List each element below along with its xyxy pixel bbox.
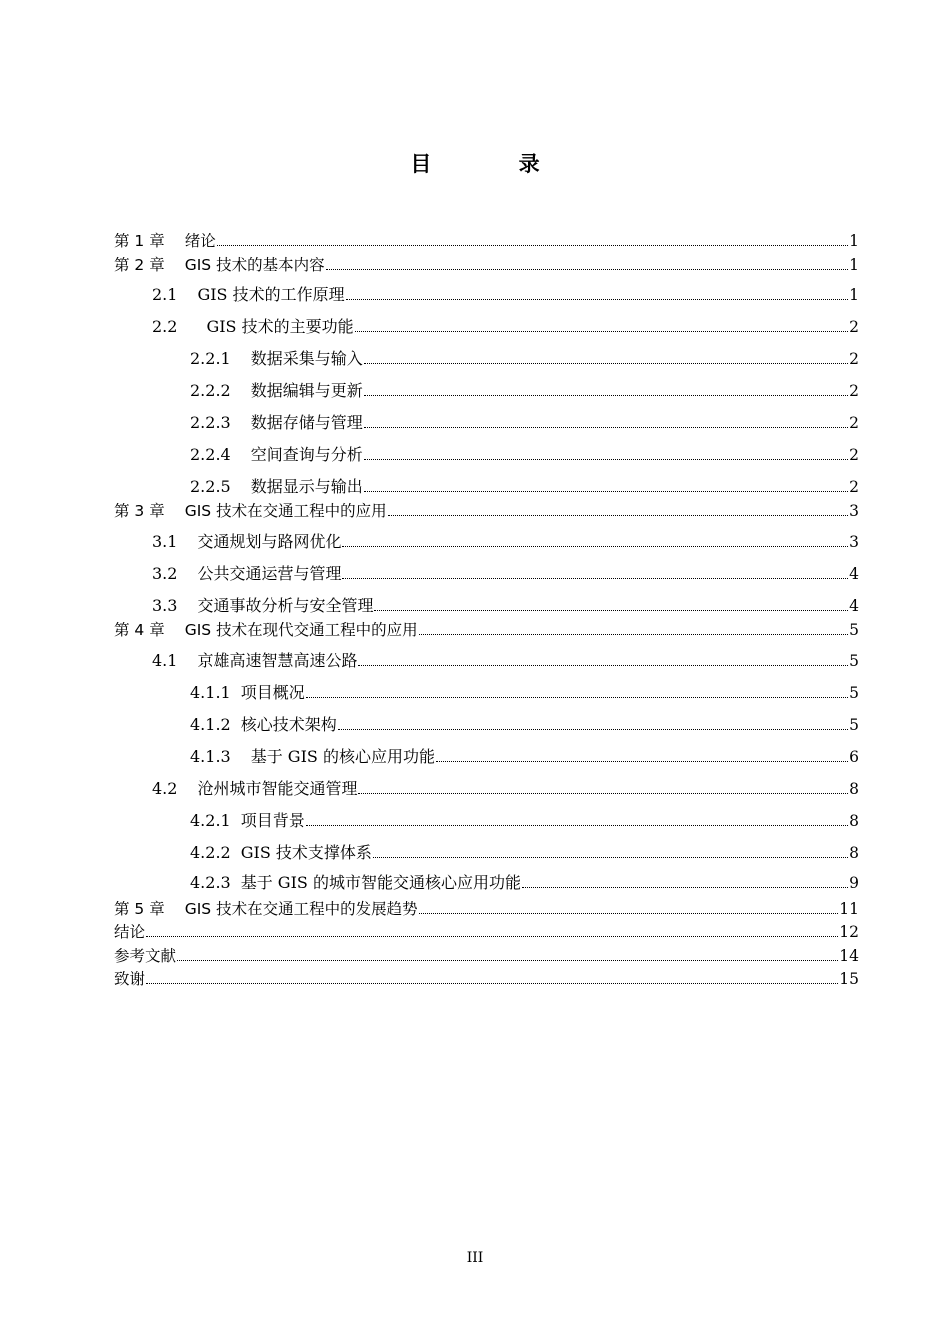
toc-entry-number: 4.1.3 (190, 747, 231, 766)
toc-dot-leader (373, 856, 848, 858)
toc-entry[interactable] (0, 285, 950, 305)
toc-dot-leader (342, 577, 848, 579)
toc-dot-leader (217, 244, 848, 246)
toc-dot-leader (419, 912, 839, 914)
toc-entry-page: 11 (839, 900, 859, 918)
toc-entry-title: GIS 技术在交通工程中的发展趋势 (184, 900, 418, 918)
toc-entry-title: 致谢 (114, 970, 146, 988)
toc-entry[interactable] (0, 501, 950, 521)
toc-dot-leader (306, 696, 848, 698)
toc-entry-page: 2 (849, 478, 859, 496)
toc-entry-page: 2 (849, 382, 859, 400)
toc-entry-page: 5 (849, 621, 859, 639)
toc-entry-title: 绪论 (184, 232, 216, 250)
toc-dot-leader (364, 490, 848, 492)
toc-entry-number: 2.2 (152, 317, 178, 336)
toc-entry-title: GIS 技术支撑体系 (240, 843, 372, 862)
page-number: III (466, 1250, 484, 1266)
toc-entry-title: GIS 技术在现代交通工程中的应用 (184, 621, 418, 639)
toc-dot-leader (364, 426, 848, 428)
toc-entry-title: 基于 GIS 的核心应用功能 (250, 747, 435, 766)
toc-entry-number: 4.2.2 (190, 843, 231, 862)
toc-entry[interactable] (0, 532, 950, 552)
toc-entry[interactable] (0, 779, 950, 799)
toc-entry-title: 项目概况 (240, 683, 305, 702)
toc-entry[interactable] (0, 899, 950, 919)
toc-entry[interactable] (0, 381, 950, 401)
toc-entry-page: 15 (839, 970, 859, 988)
toc-entry-number: 第 4 章 (114, 621, 165, 639)
toc-entry-page: 5 (849, 684, 859, 702)
toc-entry-number: 4.1.1 (190, 683, 231, 702)
toc-entry[interactable] (0, 969, 950, 989)
toc-entry-page: 9 (849, 874, 859, 892)
toc-entry[interactable] (0, 413, 950, 433)
toc-entry-number: 2.2.3 (190, 413, 231, 432)
toc-entry-page: 1 (849, 232, 859, 250)
toc-entry[interactable] (0, 651, 950, 671)
toc-entry-title: GIS 技术在交通工程中的应用 (184, 502, 387, 520)
toc-dot-leader (338, 728, 848, 730)
toc-entry-number: 第 1 章 (114, 232, 165, 250)
toc-entry[interactable] (0, 946, 950, 966)
toc-entry-number: 4.1.2 (190, 715, 231, 734)
toc-entry-number: 第 3 章 (114, 502, 165, 520)
toc-entry-title: GIS 技术的主要功能 (206, 317, 354, 336)
toc-entry-title: 京雄高速智慧高速公路 (197, 651, 358, 670)
toc-dot-leader (364, 394, 848, 396)
toc-entry-title: 数据编辑与更新 (250, 381, 363, 400)
toc-entry-title: 数据显示与输出 (250, 477, 363, 496)
toc-entry-page: 2 (849, 414, 859, 432)
toc-entry-page: 3 (849, 533, 859, 551)
toc-dot-leader (146, 935, 838, 937)
toc-entry-page: 5 (849, 652, 859, 670)
toc-entry-page: 8 (849, 812, 859, 830)
toc-entry[interactable] (0, 922, 950, 942)
toc-entry-number: 3.3 (152, 596, 178, 615)
toc-entry-number: 4.2.3 (190, 873, 231, 892)
toc-title: 目 录 (410, 152, 580, 176)
toc-dot-leader (358, 792, 848, 794)
toc-entry-number: 4.2 (152, 779, 178, 798)
toc-entry-page: 4 (849, 597, 859, 615)
toc-entry[interactable] (0, 747, 950, 767)
toc-entry-page: 4 (849, 565, 859, 583)
toc-dot-leader (419, 633, 849, 635)
toc-entry[interactable] (0, 715, 950, 735)
toc-entry[interactable] (0, 477, 950, 497)
toc-entry-title: 参考文献 (114, 947, 177, 965)
toc-entry-page: 1 (849, 256, 859, 274)
toc-entry-page: 8 (849, 780, 859, 798)
toc-entry-number: 2.2.2 (190, 381, 231, 400)
toc-dot-leader (364, 458, 848, 460)
toc-entry-number: 第 2 章 (114, 256, 165, 274)
toc-dot-leader (146, 982, 838, 984)
toc-entry[interactable] (0, 445, 950, 465)
toc-entry-page: 2 (849, 446, 859, 464)
toc-entry[interactable] (0, 873, 950, 893)
toc-dot-leader (358, 664, 848, 666)
toc-entry[interactable] (0, 231, 950, 251)
toc-entry[interactable] (0, 811, 950, 831)
toc-entry-title: 公共交通运营与管理 (197, 564, 342, 583)
toc-entry-page: 6 (849, 748, 859, 766)
toc-entry-number: 2.1 (152, 285, 178, 304)
toc-entry[interactable] (0, 317, 950, 337)
toc-entry-page: 5 (849, 716, 859, 734)
toc-entry-title: 沧州城市智能交通管理 (197, 779, 358, 798)
toc-entry-page: 8 (849, 844, 859, 862)
toc-entry-title: 结论 (114, 923, 146, 941)
toc-entry-title: 交通规划与路网优化 (197, 532, 342, 551)
toc-dot-leader (342, 545, 848, 547)
toc-entry-page: 14 (839, 947, 859, 965)
toc-dot-leader (374, 609, 848, 611)
toc-dot-leader (306, 824, 848, 826)
toc-entry-number: 3.2 (152, 564, 178, 583)
toc-entry-title: 基于 GIS 的城市智能交通核心应用功能 (240, 873, 521, 892)
toc-entry[interactable] (0, 843, 950, 863)
toc-dot-leader (346, 298, 849, 300)
toc-entry-title: GIS 技术的工作原理 (197, 285, 345, 304)
toc-entry-number: 2.2.4 (190, 445, 231, 464)
toc-entry[interactable] (0, 620, 950, 640)
toc-entry-title: GIS 技术的基本内容 (184, 256, 325, 274)
toc-entry-number: 2.2.5 (190, 477, 231, 496)
toc-entry-page: 3 (849, 502, 859, 520)
toc-entry-number: 3.1 (152, 532, 178, 551)
toc-dot-leader (388, 514, 849, 516)
toc-entry-page: 1 (849, 286, 859, 304)
toc-entry-title: 项目背景 (240, 811, 305, 830)
toc-entry[interactable] (0, 255, 950, 275)
toc-entry-number: 4.2.1 (190, 811, 231, 830)
toc-entry-title: 交通事故分析与安全管理 (197, 596, 374, 615)
toc-entry[interactable] (0, 349, 950, 369)
toc-entry[interactable] (0, 596, 950, 616)
toc-entry-page: 12 (839, 923, 859, 941)
toc-dot-leader (177, 959, 838, 961)
toc-entry-number: 2.2.1 (190, 349, 231, 368)
toc-dot-leader (364, 362, 848, 364)
toc-entry-title: 空间查询与分析 (250, 445, 363, 464)
toc-entry[interactable] (0, 564, 950, 584)
toc-dot-leader (326, 268, 849, 270)
toc-entry-title: 数据采集与输入 (250, 349, 363, 368)
toc-entry-title: 核心技术架构 (240, 715, 337, 734)
toc-dot-leader (522, 886, 848, 888)
toc-entry-title: 数据存储与管理 (250, 413, 363, 432)
toc-entry-number: 4.1 (152, 651, 178, 670)
toc-entry-page: 2 (849, 318, 859, 336)
toc-entry[interactable] (0, 683, 950, 703)
toc-entry-number: 第 5 章 (114, 900, 165, 918)
toc-entry-page: 2 (849, 350, 859, 368)
toc-dot-leader (436, 760, 848, 762)
toc-dot-leader (355, 330, 849, 332)
